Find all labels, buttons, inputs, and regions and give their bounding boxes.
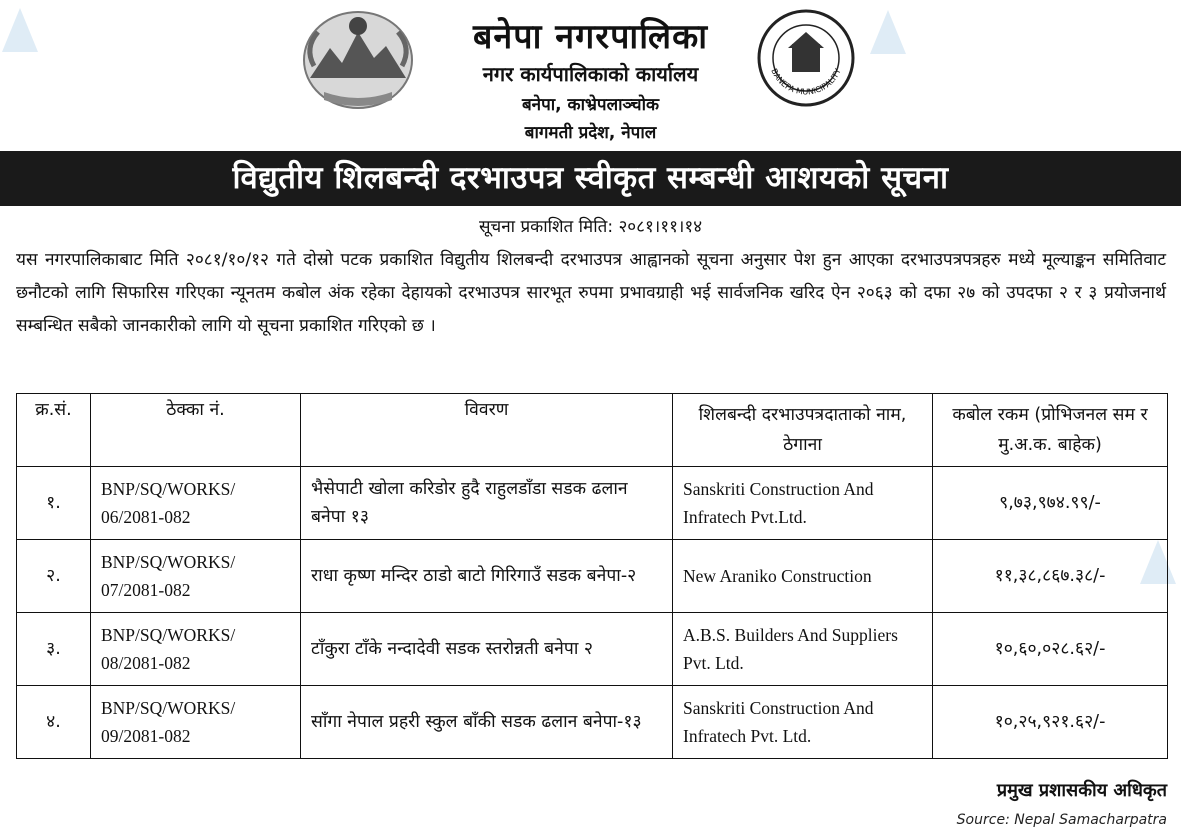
row-sn: १. xyxy=(17,467,91,540)
row-contract-no: BNP/SQ/WORKS/ 08/2081-082 xyxy=(91,613,301,686)
table-row xyxy=(17,540,1168,613)
row-sn: २. xyxy=(17,540,91,613)
table-row xyxy=(17,467,1168,540)
row-amount: १०,६०,०२८.६२/- xyxy=(933,613,1168,686)
row-description: साँगा नेपाल प्रहरी स्कुल बाँकी सडक ढलान बनेपा-१३ xyxy=(301,686,673,759)
published-date: सूचना प्रकाशित मिति: २०८१।११।१४ xyxy=(478,217,703,237)
office-name: नगर कार्यपालिकाको कार्यालय xyxy=(482,62,699,86)
row-contract-no: BNP/SQ/WORKS/ 06/2081-082 xyxy=(91,467,301,540)
row-bidder: A.B.S. Builders And Suppliers Pvt. Ltd. xyxy=(673,613,933,686)
address-line-1: बनेपा, काभ्रेपलाञ्चोक xyxy=(521,95,660,115)
notice-body: यस नगरपालिकाबाट मिति २०८१/१०/१२ गते दोस्रो पटक प्रकाशित विद्युतीय शिलबन्दी दरभाउपत्र आह्वानको सूचना अनुसार पेश हुन आएका दरभाउपत्रपत्रहरु मध्ये मूल्याङ्कन समितिवाट छनौटको लागि सिफारिस गरिएका न्यूनतम कबोल अंक रहेका देहायको दरभाउपत्र सारभूत रुपमा प्रभावग्राही भई सार्वजनिक खरिद ऐन २०६३ को दफा २७ को उपदफा २ र ३ प्रयोजनार्थ सम्बन्धित सबैको जानकारीको लागि यो सूचना प्रकाशित गरिएको छ । xyxy=(16,250,1166,336)
municipality-seal-icon xyxy=(756,8,856,108)
source-credit: Source: Nepal Samacharpatra xyxy=(956,812,1167,828)
letterhead xyxy=(0,0,1181,150)
header-bidder: शिलबन्दी दरभाउपत्रदाताको नाम, ठेगाना xyxy=(673,394,933,467)
row-sn: ४. xyxy=(17,686,91,759)
bid-table xyxy=(16,393,1168,759)
table-row xyxy=(17,613,1168,686)
row-contract-no: BNP/SQ/WORKS/ 07/2081-082 xyxy=(91,540,301,613)
row-bidder: Sanskriti Construction And Infratech Pvt. Ltd. xyxy=(673,686,933,759)
row-description: राधा कृष्ण मन्दिर ठाडो बाटो गिरिगाउँ सडक बनेपा-२ xyxy=(301,540,673,613)
row-amount: १०,२५,९२१.६२/- xyxy=(933,686,1168,759)
signing-officer: प्रमुख प्रशासकीय अधिकृत xyxy=(996,780,1167,801)
header-description: विवरण xyxy=(301,394,673,467)
row-description: भैसेपाटी खोला करिडोर हुदै राहुलडाँडा सडक ढलान बनेपा १३ xyxy=(301,467,673,540)
row-amount: ९,७३,९७४.९९/- xyxy=(933,467,1168,540)
row-sn: ३. xyxy=(17,613,91,686)
header-sn: क्र.सं. xyxy=(17,394,91,467)
row-bidder: Sanskriti Construction And Infratech Pvt.Ltd. xyxy=(673,467,933,540)
table-header-row xyxy=(17,394,1168,467)
table-row xyxy=(17,686,1168,759)
row-bidder: New Araniko Construction xyxy=(673,540,933,613)
org-name: बनेपा नगरपालिका xyxy=(472,17,709,57)
address-line-2: बागमती प्रदेश, नेपाल xyxy=(524,123,657,143)
header-contract-no: ठेक्का नं. xyxy=(91,394,301,467)
row-amount: ११,३८,८६७.३८/- xyxy=(933,540,1168,613)
row-description: टाँकुरा टाँके नन्दादेवी सडक स्तरोन्नती बनेपा २ xyxy=(301,613,673,686)
header-amount: कबोल रकम (प्रोभिजनल सम र मु.अ.क. बाहेक) xyxy=(933,394,1168,467)
row-contract-no: BNP/SQ/WORKS/ 09/2081-082 xyxy=(91,686,301,759)
seal-text: BANEPA MUNICIPALITY xyxy=(769,67,843,97)
notice-title: विद्युतीय शिलबन्दी दरभाउपत्र स्वीकृत सम्बन्धी आशयको सूचना xyxy=(0,151,1181,206)
